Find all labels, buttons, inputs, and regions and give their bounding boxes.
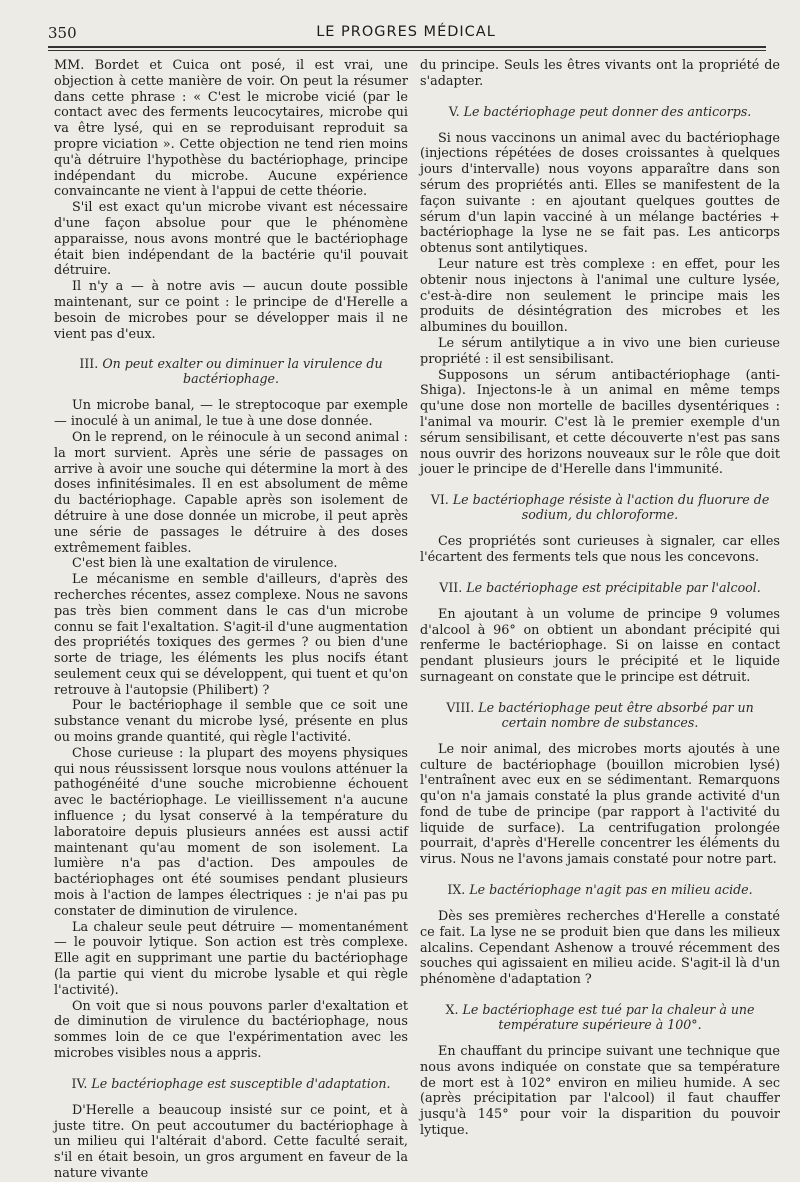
paragraph: La chaleur seule peut détruire — momentanément — le pouvoir lytique. Son action est très complexe. Elle agit en supprimant une partie du bactériophage (la partie qui vient du microbe lysable et qui règle l'activité). xyxy=(54,919,408,998)
section-heading-iii xyxy=(64,356,398,386)
paragraph: S'il est exact qu'un microbe vivant est nécessaire d'une façon absolue pour que le phénomène apparaisse, nous avons montré que le bactériophage était bien indépendant de la bactérie qu'il pouvait détruire. xyxy=(54,200,408,279)
section-heading-iv xyxy=(64,1076,398,1091)
paragraph: D'Herelle a beaucoup insisté sur ce point, et à juste titre. On peut accoutumer du bactériophage à un milieu qui l'altérait d'abord. Cette faculté serait, s'il en était besoin, un gros argument en faveur de la nature vivante xyxy=(54,1102,408,1181)
paragraph: Ces propriétés sont curieuses à signaler, car elles l'écartent des ferments tels que nous les concevons. xyxy=(420,534,780,565)
paragraph: Le sérum antilytique a in vivo une bien curieuse propriété : il est sensibilisant. xyxy=(420,335,780,367)
paragraph: On voit que si nous pouvons parler d'exaltation et de diminution de virulence du bactériophage, nous sommes loin de ce que l'expérimentation avec les microbes visibles nous a appris. xyxy=(54,998,408,1062)
paragraph: C'est bien là une exaltation de virulence. xyxy=(72,556,338,572)
left-column xyxy=(54,58,408,1182)
section-title: Le bactériophage peut donner des anticorps. xyxy=(463,103,752,119)
section-title: Le bactériophage est précipitable par l'alcool. xyxy=(466,579,761,595)
section-number: V. xyxy=(448,103,460,119)
section-number: III. xyxy=(79,356,99,372)
paragraph: Si nous vaccinons un animal avec du bactériophage (injections répétées de doses croissantes à quelques jours d'intervalle) nous voyons apparaître dans son sérum des propriétés anti. Elles se manifestent de la façon suivante : en ajoutant quelques gouttes de sérum d'un lapin vacciné à un mélange bactéries + bactériophage la lyse ne se fait pas. Les anticorps obtenus sont antilytiques. xyxy=(420,130,780,257)
paragraph: Supposons un sérum antibactériophage (anti-Shiga). Injectons-le à un animal en même temps qu'une dose non mortelle de bacilles dysentériques : l'animal va mourir. C'est là le premier exemple d'un sérum sensibilisant, et cette découverte n'est pas sans nous ouvrir des horizons nouveaux sur le rôle que doit jouer le principe de d'Herelle dans l'immunité. xyxy=(420,367,780,478)
section-title: Le bactériophage est tué par la chaleur à une température supérieure à 100°. xyxy=(462,1002,755,1033)
page-number: 350 xyxy=(48,24,77,42)
paragraph: Un microbe banal, — le streptocoque par exemple — inoculé à un animal, le tue à une dose donnée. xyxy=(54,398,408,430)
paragraph: du principe. Seuls les êtres vivants ont la propriété de s'adapter. xyxy=(420,58,780,89)
paragraph: Le mécanisme en semble d'ailleurs, d'après des recherches récentes, assez complexe. Nous ne savons pas très bien comment dans le cas d'un microbe connu se fait l'exaltation. S'agit-il d'une augmentation des propriétés toxiques des germes ? ou bien d'une sorte de triage, les éléments les plus nocifs étant seulement ceux qui se développent, qui tuent et qu'on retrouve à l'autopsie (Philibert) ? xyxy=(54,572,408,698)
section-heading-ix xyxy=(430,882,770,897)
paragraph: On le reprend, on le réinocule à un second animal : la mort survient. Après une série de passages on arrive à avoir une souche qui détermine la mort à des doses infinitésimales. Il en est absolument de même du bactériophage. Capable après son isolement de détruire à une dose donnée un microbe, il peut après une série de passages le détruire à des doses extrêmement faibles. xyxy=(54,429,408,556)
journal-title: LE PROGRES MÉDICAL xyxy=(316,24,496,40)
section-number: X. xyxy=(445,1002,459,1018)
section-number: IV. xyxy=(71,1075,88,1091)
section-heading-v xyxy=(430,104,770,119)
right-column xyxy=(420,58,780,1139)
paragraph: Dès ses premières recherches d'Herelle a constaté ce fait. La lyse ne se produit bien que dans les milieux alcalins. Cependant Ashenow a trouvé récemment des souches qui agissaient en milieu acide. S'agit-il là d'un phénomène d'adaptation ? xyxy=(420,909,780,988)
section-title: Le bactériophage résiste à l'action du fluorure de sodium, du chloroforme. xyxy=(452,492,770,523)
paragraph: En ajoutant à un volume de principe 9 volumes d'alcool à 96° on obtient un abondant précipité qui renferme le bactériophage. Si on laisse en contact pendant plusieurs jours le précipité et le liquide surnageant on constate que le principe est détruit. xyxy=(420,606,780,685)
paragraph: Leur nature est très complexe : en effet, pour les obtenir nous injectons à l'animal une culture lysée, c'est-à-dire non seulement le principe mais les produits de désintégration des microbes et les albumines du bouillon. xyxy=(420,256,780,336)
section-heading-vii xyxy=(430,580,770,595)
section-number: VII. xyxy=(439,579,463,595)
paragraph: Pour le bactériophage il semble que ce soit une substance venant du microbe lysé, présente en plus ou moins grande quantité, qui règle l'activité. xyxy=(54,698,408,746)
section-heading-x xyxy=(430,1002,770,1032)
paragraph: MM. Bordet et Cuica ont posé, il est vrai, une objection à cette manière de voir. On peut la résumer dans cette phrase : « C'est le microbe vicié (par le contact avec des ferments leucocytaires, microbe qui va être lysé, qui en se reproduisant reproduit sa propre viciation ». Cette objection ne tend rien moins qu'à détruire l'hypothèse du bactériophage, principe indépendant du microbe. Aucune expérience convaincante ne vient à l'appui de cette théorie. xyxy=(54,58,408,200)
section-title: Le bactériophage est susceptible d'adaptation. xyxy=(91,1075,391,1091)
section-number: IX. xyxy=(447,882,466,898)
paragraph: Le noir animal, des microbes morts ajoutés à une culture de bactériophage (bouillon microbien lysé) l'entraînent avec eux en se sédimentant. Remarquons qu'on n'a jamais constaté la plus grande activité d'un fond de tube de principe (par rapport à l'activité du liquide de surface). La centrifugation prolongée pourrait, d'après d'Herelle concentrer les éléments du virus. Nous ne l'avons jamais constaté pour notre part. xyxy=(420,741,780,868)
section-number: VI. xyxy=(430,492,449,508)
paragraph: En chauffant du principe suivant une technique que nous avons indiquée on constate que sa température de mort est à 102° environ en milieu humide. A sec (après précipitation par l'alcool) il faut chauffer jusqu'à 145° pour voir la disparition du pouvoir lytique. xyxy=(420,1044,780,1139)
section-title: Le bactériophage n'agit pas en milieu acide. xyxy=(469,882,753,898)
running-head xyxy=(48,24,764,46)
section-title: Le bactériophage peut être absorbé par un certain nombre de substances. xyxy=(478,699,754,730)
section-heading-viii xyxy=(430,700,770,730)
paragraph: Il n'y a — à notre avis — aucun doute possible maintenant, sur ce point : le principe de d'Herelle a besoin de microbes pour se développer mais il ne vient pas d'eux. xyxy=(54,279,408,342)
section-number: VIII. xyxy=(446,699,475,715)
section-title: On peut exalter ou diminuer la virulence du bactériophage. xyxy=(102,356,383,387)
header-rule xyxy=(48,46,766,51)
section-heading-vi xyxy=(430,492,770,522)
paragraph: Chose curieuse : la plupart des moyens physiques qui nous réussissent lorsque nous voulons atténuer la pathogénéité d'une souche microbienne échouent avec le bactériophage. Le vieillissement n'a aucune influence ; du lysat conservé à la température du laboratoire depuis plusieurs années est aussi actif maintenant qu'au moment de son isolement. La lumière n'a pas d'action. Des ampoules de bactériophages ont été soumises pendant plusieurs mois à l'action de lampes électriques : je n'ai pas pu constater de diminution de virulence. xyxy=(54,745,408,919)
